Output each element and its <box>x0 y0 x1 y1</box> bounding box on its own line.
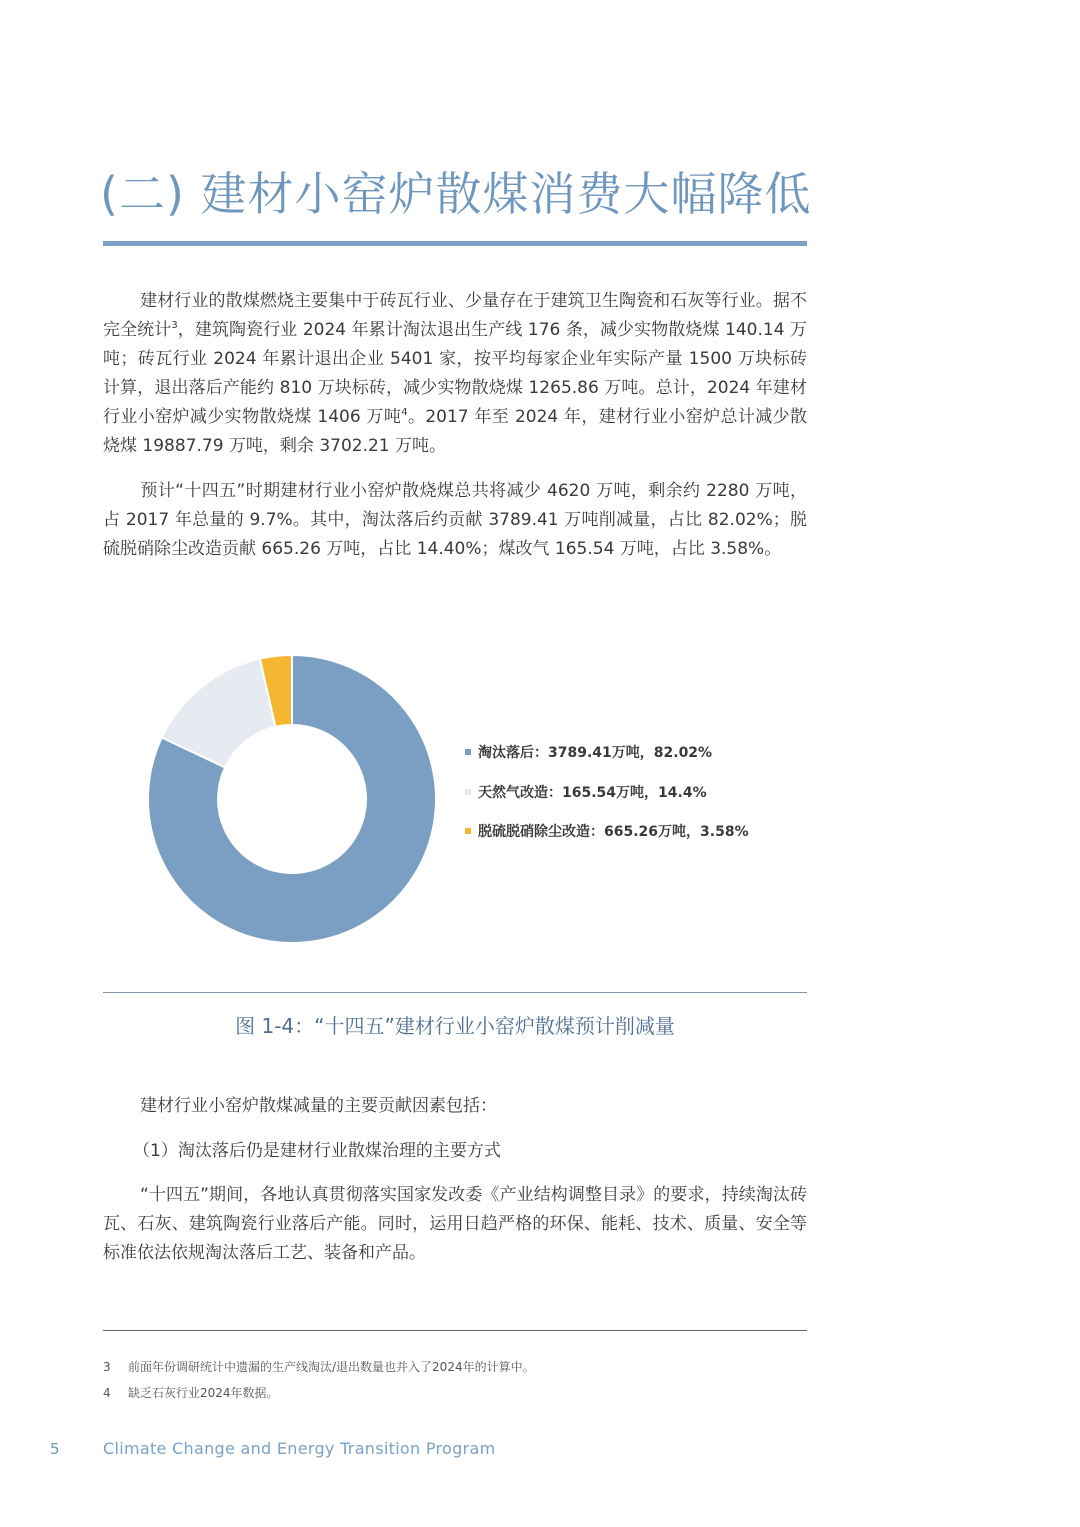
paragraph-4-text: （1）淘汰落后仍是建材行业散煤治理的主要方式 <box>133 1141 501 1161</box>
footnote-ref-4[interactable]: 4 <box>401 407 408 418</box>
paragraph-2 <box>103 477 807 564</box>
legend-swatch-natural-gas <box>465 789 471 795</box>
footnote-text: 缺乏石灰行业2024年数据。 <box>128 1386 279 1400</box>
legend-item-taotai <box>465 742 749 762</box>
page-number: 5 <box>50 1440 60 1458</box>
footnote-ref-3[interactable]: 3 <box>171 320 178 331</box>
legend-label-taotai: 淘汰落后：3789.41万吨，82.02% <box>478 745 713 761</box>
legend-label-desulfurization: 脱硫脱硝除尘改造：665.26万吨，3.58% <box>478 824 749 840</box>
paragraph-1-text-c: 。2017 年至 2024 年，建材行业小窑炉总计减少散烧煤 19887.79 万吨，剩余 3702.21 万吨。 <box>103 407 807 456</box>
paragraph-5-text: “十四五”期间，各地认真贯彻落实国家发改委《产业结构调整目录》的要求，持续淘汰砖瓦、石灰、建筑陶瓷行业落后产能。同时，运用日趋严格的环保、能耗、技术、质量、安全等标准依法依规淘汰落后工艺、装备和产品。 <box>103 1185 807 1263</box>
legend-swatch-desulfurization <box>465 828 471 834</box>
paragraph-3 <box>103 1092 807 1121</box>
chart-legend <box>465 742 749 861</box>
footnote-divider <box>103 1330 807 1331</box>
footnote-text: 前面年份调研统计中遗漏的生产线淘汰/退出数量也并入了2024年的计算中。 <box>128 1360 535 1374</box>
paragraph-1-text-a: 建材行业的散煤燃烧主要集中于砖瓦行业、少量存在于建筑卫生陶瓷和石灰等行业。据不完全统计 <box>103 291 807 340</box>
footnote-number: 3 <box>103 1360 111 1374</box>
caption-divider <box>103 992 807 993</box>
donut-chart-svg <box>140 645 450 955</box>
section-heading: (二) 建材小窑炉散煤消费大幅降低 <box>100 167 812 221</box>
paragraph-2-text: 预计“十四五”时期建材行业小窑炉散烧煤总共将减少 4620 万吨，剩余约 2280 万吨，占 2017 年总量的 9.7%。其中，淘汰落后约贡献 3789.41 万吨削减量，占比 82.02%；脱硫脱硝除尘改造贡献 665.26 万吨，占比 14.40%；煤改气 165.54 万吨，占比 3.58%。 <box>103 481 807 559</box>
footer-title: Climate Change and Energy Transition Program <box>103 1439 496 1458</box>
legend-item-desulfurization <box>465 821 749 841</box>
paragraph-1 <box>103 287 807 461</box>
paragraph-5 <box>103 1181 807 1268</box>
paragraph-4-subheading <box>103 1137 807 1166</box>
footnote-4 <box>103 1384 279 1401</box>
footnote-number: 4 <box>103 1386 111 1400</box>
heading-underline <box>103 241 807 246</box>
paragraph-3-text: 建材行业小窑炉散煤减量的主要贡献因素包括： <box>140 1096 497 1116</box>
legend-item-natural-gas <box>465 782 749 802</box>
legend-label-natural-gas: 天然气改造：165.54万吨，14.4% <box>478 784 707 801</box>
legend-swatch-taotai <box>465 749 471 755</box>
figure-caption: 图 1-4：“十四五”建材行业小窑炉散煤预计削减量 <box>235 1014 675 1038</box>
paragraph-1-text-b: ，建筑陶瓷行业 2024 年累计淘汰退出生产线 176 条，减少实物散烧煤 140.14 万吨；砖瓦行业 2024 年累计退出企业 5401 家，按平均每家企业年实际产量 1500 万块标砖计算，退出落后产能约 810 万块标砖，减少实物散烧煤 1265.86 万吨。总计，2024 年建材行业小窑炉减少实物散烧煤 1406 万吨 <box>103 320 807 427</box>
footnote-3 <box>103 1358 535 1375</box>
